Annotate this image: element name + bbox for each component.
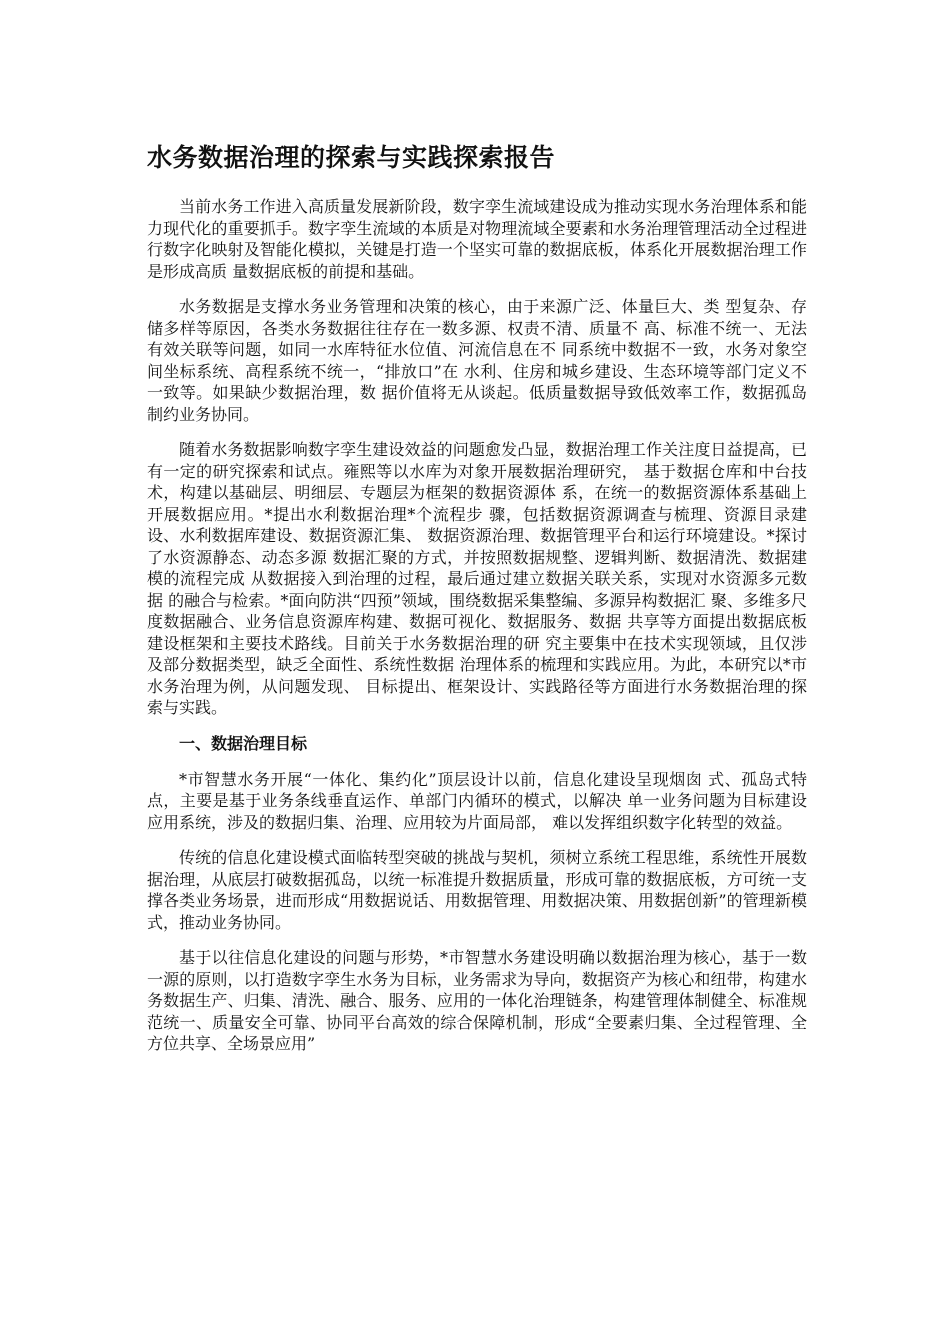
paragraph-section1-2: 传统的信息化建设模式面临转型突破的挑战与契机，须树立系统工程思维，系统性开展数据治理，从底层打破数据孤岛，以统一标准提升数据质量，形成可靠的数据底板，方可统一支撑各类业务场景，进而形成“用数据说话、用数据管理、用数据决策、用数据创新”的管理新模式，推动业务协同。 <box>147 848 807 932</box>
section-heading-1: 一、数据治理目标 <box>179 733 308 753</box>
paragraph-intro-3: 随着水务数据影响数字孪生建设效益的问题愈发凸显，数据治理工作关注度日益提高，已有一定的研究探索和试点。雍熙等以水库为对象开展数据治理研究， 基于数据仓库和中台技术，构建以基础层、明细层、专题层为框架的数据资源体 系，在统一的数据资源体系基础上开展数据应用。*提出水利数据治理*个流程步 骤，包括数据资源调查与梳理、资源目录建设、水利数据库建设、数据资源汇集、 数据资源治理、数据管理平台和运行环境建设。*探讨了水资源静态、动态多源 数据汇聚的方式，并按照数据规整、逻辑判断、数据清洗、数据建模的流程完成 从数据接入到治理的过程，最后通过建立数据关联关系，实现对水资源多元数据 的融合与检索。*面向防洪“四预”领域，围绕数据采集整编、多源异构数据汇 聚、多维多尺度数据融合、业务信息资源库构建、数据可视化、数据服务、数据 共享等方面提出数据底板建设框架和主要技术路线。目前关于水务数据治理的研 究主要集中在技术实现领域，且仅涉及部分数据类型，缺乏全面性、系统性数据 治理体系的梳理和实践应用。为此，本研究以*市水务治理为例，从问题发现、 目标提出、框架设计、实践路径等方面进行水务数据治理的探索与实践。 <box>147 440 807 717</box>
paragraph-section1-3: 基于以往信息化建设的问题与形势，*市智慧水务建设明确以数据治理为核心，基于一数一源的原则，以打造数字孪生水务为目标，业务需求为导向，数据资产为核心和纽带，构建水务数据生产、归集、清洗、融合、服务、应用的一体化治理链条，构建管理体制健全、标准规范统一、质量安全可靠、协同平台高效的综合保障机制，形成“全要素归集、全过程管理、全方位共享、全场景应用” <box>147 948 807 1053</box>
paragraph-intro-1: 当前水务工作进入高质量发展新阶段，数字孪生流域建设成为推动实现水务治理体系和能力现代化的重要抓手。数字孪生流域的本质是对物理流域全要素和水务治理管理活动全过程进行数字化映射及智能化模拟，关键是打造一个坚实可靠的数据底板，体系化开展数据治理工作是形成高质 量数据底板的前提和基础。 <box>147 197 807 281</box>
document-page <box>147 140 807 1069</box>
paragraph-intro-2: 水务数据是支撑水务业务管理和决策的核心，由于来源广泛、体量巨大、类 型复杂、存储多样等原因，各类水务数据往往存在一数多源、权责不清、质量不 高、标准不统一、无法有效关联等问题，如同一水库特征水位值、河流信息在不 同系统中数据不一致，水务对象空间坐标系统、高程系统不统一，“排放口”在 水利、住房和城乡建设、生态环境等部门定义不一致等。如果缺少数据治理，数 据价值将无从谈起。低质量数据导致低效率工作，数据孤岛制约业务协同。 <box>147 297 807 424</box>
paragraph-section1-1: *市智慧水务开展“一体化、集约化”顶层设计以前，信息化建设呈现烟囱 式、孤岛式特点，主要是基于业务条线垂直运作、单部门内循环的模式，以解决 单一业务问题为目标建设应用系统，涉及的数据归集、治理、应用较为片面局部， 难以发挥组织数字化转型的效益。 <box>147 769 807 832</box>
document-title: 水务数据治理的探索与实践探索报告 <box>147 143 556 172</box>
